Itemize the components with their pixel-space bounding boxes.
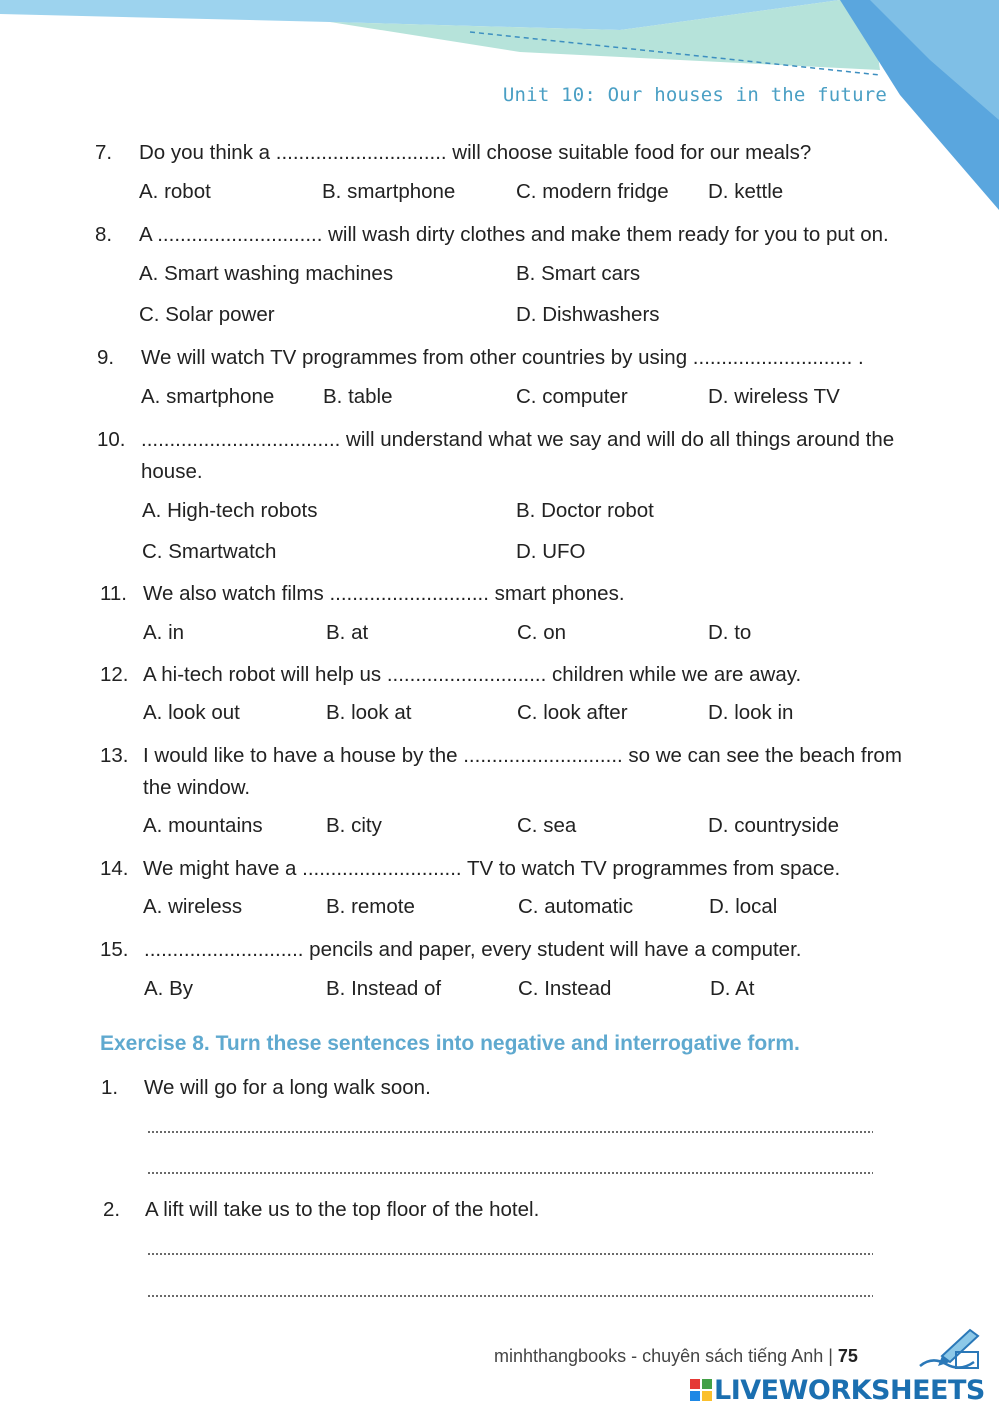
option[interactable]: A. in [143, 621, 185, 644]
question-number: 14. [100, 857, 129, 880]
item-number: 1. [101, 1076, 119, 1099]
liveworksheets-logo[interactable] [690, 1375, 985, 1406]
option[interactable]: C. automatic [518, 895, 634, 918]
option[interactable]: A. mountains [143, 814, 263, 837]
option[interactable]: A. wireless [143, 895, 243, 918]
question-number: 8. [95, 223, 113, 246]
publisher-text: minhthangbooks - chuyên sách tiếng Anh | [494, 1346, 833, 1366]
unit-title: Unit 10: Our houses in the future [502, 84, 887, 106]
option[interactable]: A. robot [139, 180, 211, 203]
item-text: A lift will take us to the top floor of the hotel. [145, 1198, 540, 1221]
option[interactable]: D. wireless TV [708, 385, 840, 408]
option[interactable]: D. look in [708, 701, 794, 724]
answer-line[interactable] [147, 1171, 873, 1175]
option[interactable]: D. to [708, 621, 752, 644]
page-number: 75 [837, 1346, 858, 1366]
option[interactable]: D. countryside [708, 814, 840, 837]
answer-line[interactable] [147, 1252, 873, 1256]
question-text: We will watch TV programmes from other countries by using ............................ . [141, 346, 864, 369]
option[interactable]: A. By [144, 977, 193, 1000]
option[interactable]: D. UFO [516, 540, 586, 563]
option[interactable]: A. look out [143, 701, 240, 724]
question-text: Do you think a .............................. will choose suitable food for our meals? [139, 141, 812, 164]
brand-text: LIVEWORKSHEETS [714, 1375, 985, 1406]
question-number: 7. [95, 141, 113, 164]
option[interactable]: A. Smart washing machines [139, 262, 394, 285]
option[interactable]: D. Dishwashers [516, 303, 660, 326]
option[interactable]: C. computer [516, 385, 628, 408]
pen-icon [912, 1326, 984, 1380]
answer-line[interactable] [147, 1294, 873, 1298]
item-number: 2. [103, 1198, 121, 1221]
option[interactable]: B. Doctor robot [516, 499, 654, 522]
question-text: ................................... will understand what we say and will do all things around the house. [141, 428, 895, 483]
liveworksheets-logo-icon [690, 1379, 712, 1401]
option[interactable]: C. on [517, 621, 566, 644]
item-text: We will go for a long walk soon. [144, 1076, 431, 1099]
option[interactable]: B. city [326, 814, 382, 837]
question-number: 12. [100, 663, 129, 686]
exercise-8-title: Exercise 8. Turn these sentences into negative and interrogative form. [100, 1032, 800, 1055]
question-text: We also watch films ............................ smart phones. [143, 582, 625, 605]
question-number: 9. [97, 346, 115, 369]
option[interactable]: A. High-tech robots [142, 499, 318, 522]
option[interactable]: B. remote [326, 895, 415, 918]
option[interactable]: B. smartphone [322, 180, 456, 203]
question-text: A hi-tech robot will help us ............................ children while we are away. [143, 663, 802, 686]
option[interactable]: C. Solar power [139, 303, 275, 326]
option[interactable]: D. kettle [708, 180, 784, 203]
option[interactable]: D. local [709, 895, 778, 918]
question-text: I would like to have a house by the ............................ so we can see the beach from the window. [143, 744, 902, 799]
question-number: 13. [100, 744, 129, 767]
option[interactable]: C. modern fridge [516, 180, 669, 203]
option[interactable]: A. smartphone [141, 385, 275, 408]
question-number: 11. [100, 582, 127, 605]
question-text: ............................ pencils and paper, every student will have a computer. [144, 938, 802, 961]
option[interactable]: B. look at [326, 701, 412, 724]
option[interactable]: B. at [326, 621, 369, 644]
answer-line[interactable] [147, 1130, 873, 1134]
option[interactable]: B. Instead of [326, 977, 442, 1000]
question-text: We might have a ............................ TV to watch TV programmes from space. [143, 857, 841, 880]
option[interactable]: C. Smartwatch [142, 540, 277, 563]
question-number: 10. [97, 428, 126, 451]
option[interactable]: D. At [710, 977, 755, 1000]
option[interactable]: B. Smart cars [516, 262, 641, 285]
option[interactable]: C. look after [517, 701, 628, 724]
question-text: A ............................. will wash dirty clothes and make them ready for you to put on. [139, 223, 889, 246]
option[interactable]: B. table [323, 385, 393, 408]
footer [494, 1346, 858, 1367]
option[interactable]: C. sea [517, 814, 577, 837]
question-number: 15. [100, 938, 129, 961]
option[interactable]: C. Instead [518, 977, 612, 1000]
